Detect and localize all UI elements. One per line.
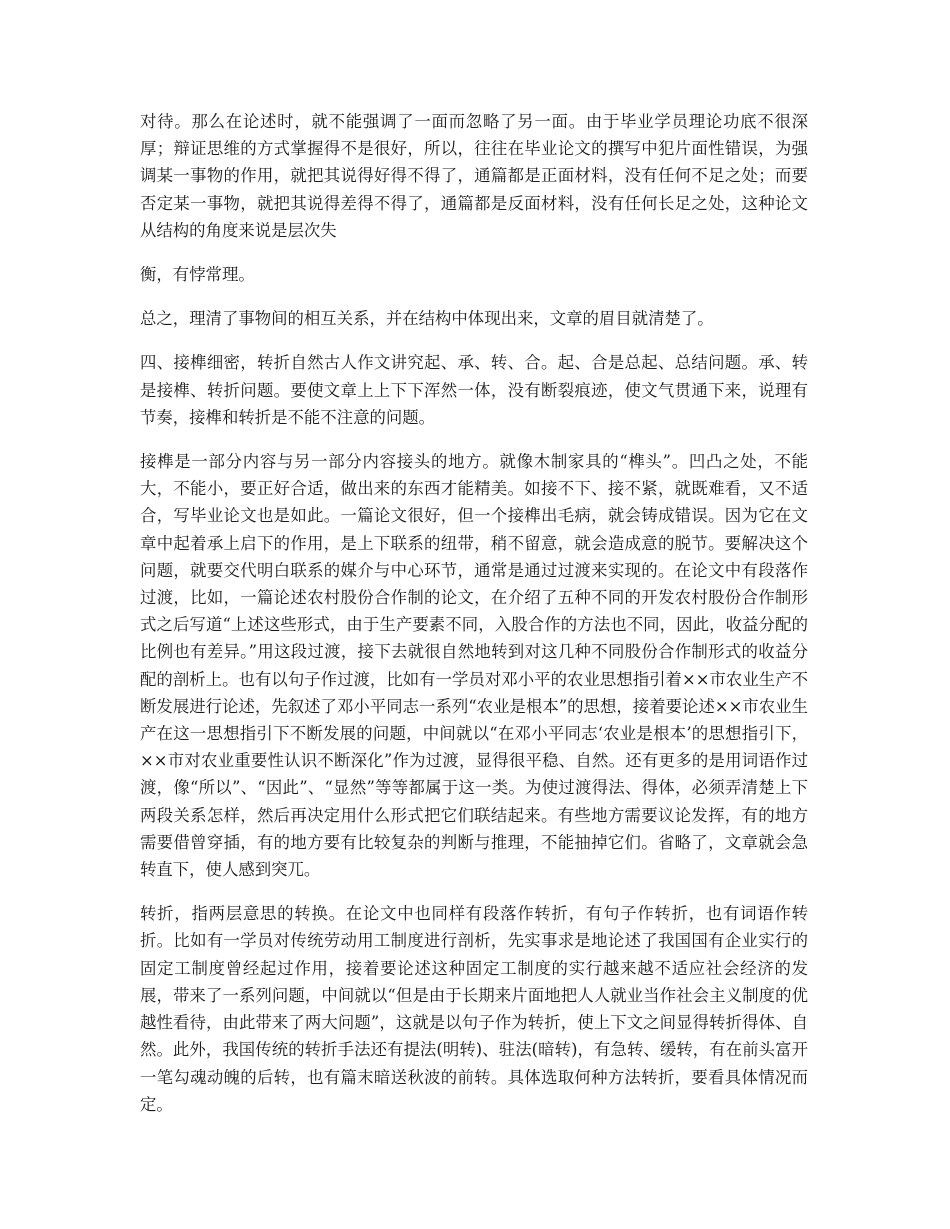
paragraph-2: 衡，有悖常理。: [140, 265, 255, 285]
document-body: [140, 108, 808, 1135]
paragraph-4: 四、接榫细密，转折自然古人作文讲究起、承、转、合。起、合是总起、总结问题。承、转是接榫、转折问题。要使文章上上下下浑然一体，没有断裂痕迹，使文气贯通下来，说理有节奏，接榫和转折是不能不注意的问题。: [140, 353, 808, 427]
paragraph-6: 转折，指两层意思的转换。在论文中也同样有段落作转折，有句子作转折，也有词语作转折。比如有一学员对传统劳动用工制度进行剖析，先实事求是地论述了我国国有企业实行的固定工制度曾经起过作用，接着要论述这种固定工制度的实行越来越不适应社会经济的发展，带来了一系列问题，中间就以“但是由于长期来片面地把人人就业当作社会主义制度的优越性看待，由此带来了两大问题”，这就是以句子作为转折，使上下文之间显得转折得体、自然。此外，我国传统的转折手法还有提法(明转)、驻法(暗转)，有急转、缓转，有在前头富开一笔勾魂动魄的后转，也有篇末暗送秋波的前转。具体选取何种方法转折，要看具体情况而定。: [140, 904, 808, 1114]
paragraph-1: 对待。那么在论述时，就不能强调了一面而忽略了另一面。由于毕业学员理论功底不很深厚；辩证思维的方式掌握得不是很好，所以，往往在毕业论文的撰写中犯片面性错误，为强调某一事物的作用，就把其说得好得不得了，通篇都是正面材料，没有任何不足之处；而要否定某一事物，就把其说得差得不得了，通篇都是反面材料，没有任何长足之处，这种论文从结构的角度来说是层次失: [140, 112, 808, 240]
paragraph-5: 接榫是一部分内容与另一部分内容接头的地方。就像木制家具的“榫头”。凹凸之处，不能大，不能小，要正好合适，做出来的东西才能精美。如接不下、接不紧，就既难看，又不适合，写毕业论文也是如此。一篇论文很好，但一个接榫出毛病，就会铸成错误。因为它在文章中起着承上启下的作用，是上下联系的纽带，稍不留意，就会造成意的脱节。要解决这个问题，就要交代明白联系的媒介与中心环节，通常是通过过渡来实现的。在论文中有段落作过渡，比如，一篇论述农村股份合作制的论文，在介绍了五种不同的开发农村股份合作制形式之后写道“上述这些形式，由于生产要素不同，入股合作的方法也不同，因此，收益分配的比例也有差异。”用这段过渡，接下去就很自然地转到对这几种不同股份合作制形式的收益分配的剖析上。也有以句子作过渡，比如有一学员对邓小平的农业思想指引着××市农业生产不断发展进行论述，先叙述了邓小平同志一系列“农业是根本”的思想，接着要论述××市农业生产在这一思想指引下不断发展的问题，中间就以“在邓小平同志‘农业是根本’的思想指引下，××市对农业重要性认识不断深化”作为过渡，显得很平稳、自然。还有更多的是用词语作过渡，像“所以”、“因此”、“显然”等等都属于这一类。为使过渡得法、得体，必须弄清楚上下两段关系怎样，然后再决定用什么形式把它们联结起来。有些地方需要议论发挥，有的地方需要借曾穿插，有的地方要有比较复杂的判断与推理，不能抽掉它们。省略了，文章就会急转直下，使人感到突兀。: [140, 452, 808, 880]
paragraph-3: 总之，理清了事物间的相互关系，并在结构中体现出来，文章的眉目就清楚了。: [140, 309, 714, 329]
